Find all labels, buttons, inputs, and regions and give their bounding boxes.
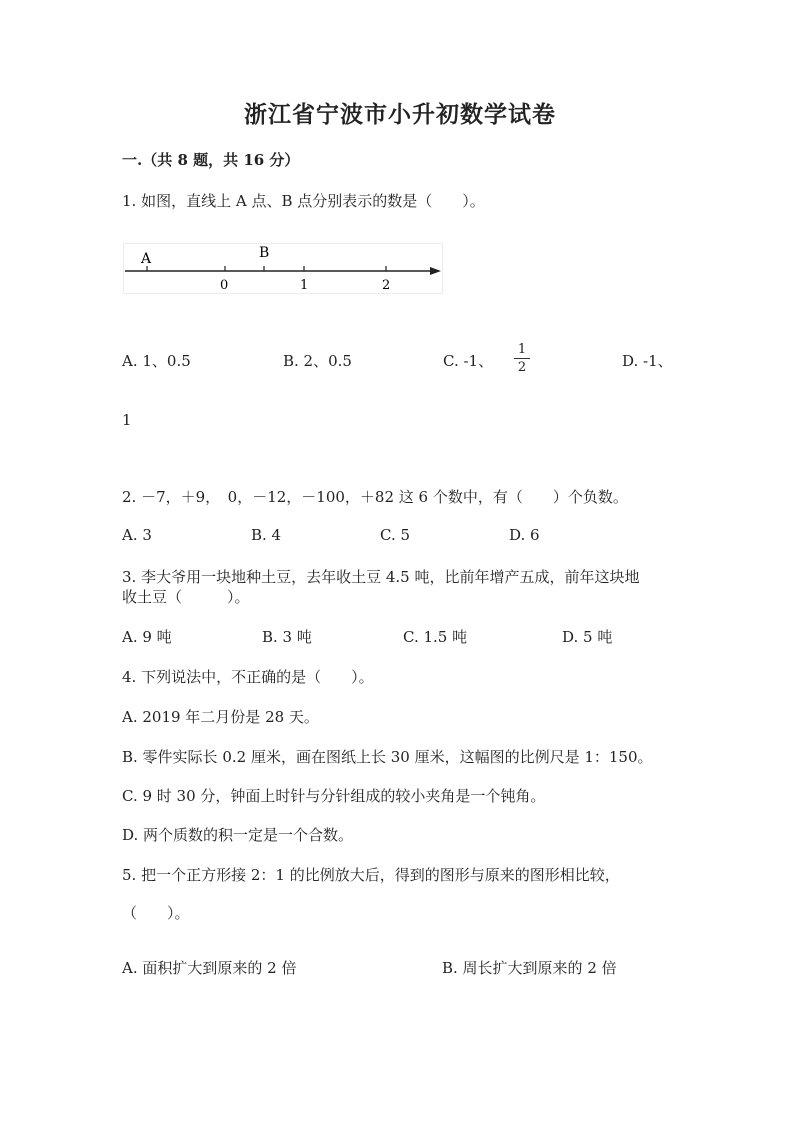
q1-option-c-fraction bbox=[514, 343, 530, 374]
q1-option-b: B. 2、0.5 bbox=[283, 352, 352, 370]
q5-option-a: A. 面积扩大到原来的 2 倍 bbox=[122, 959, 297, 977]
question-3-stem-line2: 收土豆（ ）。 bbox=[122, 588, 250, 606]
q3-option-b: B. 3 吨 bbox=[262, 628, 312, 646]
question-3-stem-line1: 3. 李大爷用一块地种土豆，去年收土豆 4.5 吨，比前年增产五成，前年这块地 bbox=[122, 568, 640, 586]
fraction-denominator: 2 bbox=[517, 360, 527, 375]
q3-option-d: D. 5 吨 bbox=[562, 628, 613, 646]
q1-option-d-continued: 1 bbox=[122, 411, 132, 429]
q2-option-d: D. 6 bbox=[509, 526, 540, 544]
fraction-bar bbox=[514, 358, 530, 359]
q3-option-c: C. 1.5 吨 bbox=[403, 628, 468, 646]
question-2-stem: 2. －7，＋9， 0，－12，－100，＋82 这 6 个数中，有（ ）个负数。 bbox=[122, 488, 628, 506]
q4-option-b: B. 零件实际长 0.2 厘米，画在图纸上长 30 厘米，这幅图的比例尺是 1：150。 bbox=[122, 748, 653, 766]
tick-label-2: 2 bbox=[382, 278, 391, 293]
q1-option-d: D. -1、 bbox=[622, 352, 673, 370]
question-4-stem: 4. 下列说法中，不正确的是（ ）。 bbox=[122, 668, 374, 686]
point-b-label: B bbox=[259, 245, 270, 261]
fraction-numerator: 1 bbox=[517, 342, 527, 357]
number-line-arrow bbox=[430, 267, 441, 275]
q2-option-b: B. 4 bbox=[251, 526, 282, 544]
q4-option-d: D. 两个质数的积一定是一个合数。 bbox=[122, 826, 354, 844]
section-heading: 一.（共 8 题，共 16 分） bbox=[122, 151, 300, 169]
point-a-label: A bbox=[141, 251, 152, 267]
q5-option-b: B. 周长扩大到原来的 2 倍 bbox=[442, 959, 617, 977]
q4-option-a: A. 2019 年二月份是 28 天。 bbox=[122, 708, 319, 726]
q1-option-a: A. 1、0.5 bbox=[122, 352, 191, 370]
q2-option-c: C. 5 bbox=[380, 526, 411, 544]
question-1-stem: 1. 如图，直线上 A 点、B 点分别表示的数是（ ）。 bbox=[122, 192, 485, 210]
question-5-stem-line1: 5. 把一个正方形接 2：1 的比例放大后，得到的图形与原来的图形相比较， bbox=[122, 866, 620, 884]
number-line-figure bbox=[123, 243, 443, 295]
q1-option-c: C. -1、 bbox=[443, 352, 494, 370]
q2-option-a: A. 3 bbox=[122, 526, 152, 544]
q3-option-a: A. 9 吨 bbox=[122, 628, 172, 646]
q4-option-c: C. 9 时 30 分，钟面上时针与分针组成的较小夹角是一个钝角。 bbox=[122, 787, 546, 805]
tick-label-0: 0 bbox=[220, 278, 229, 293]
question-5-stem-line2: （ ）。 bbox=[122, 904, 190, 922]
page-title: 浙江省宁波市小升初数学试卷 bbox=[244, 101, 556, 128]
tick-label-1: 1 bbox=[300, 278, 309, 293]
